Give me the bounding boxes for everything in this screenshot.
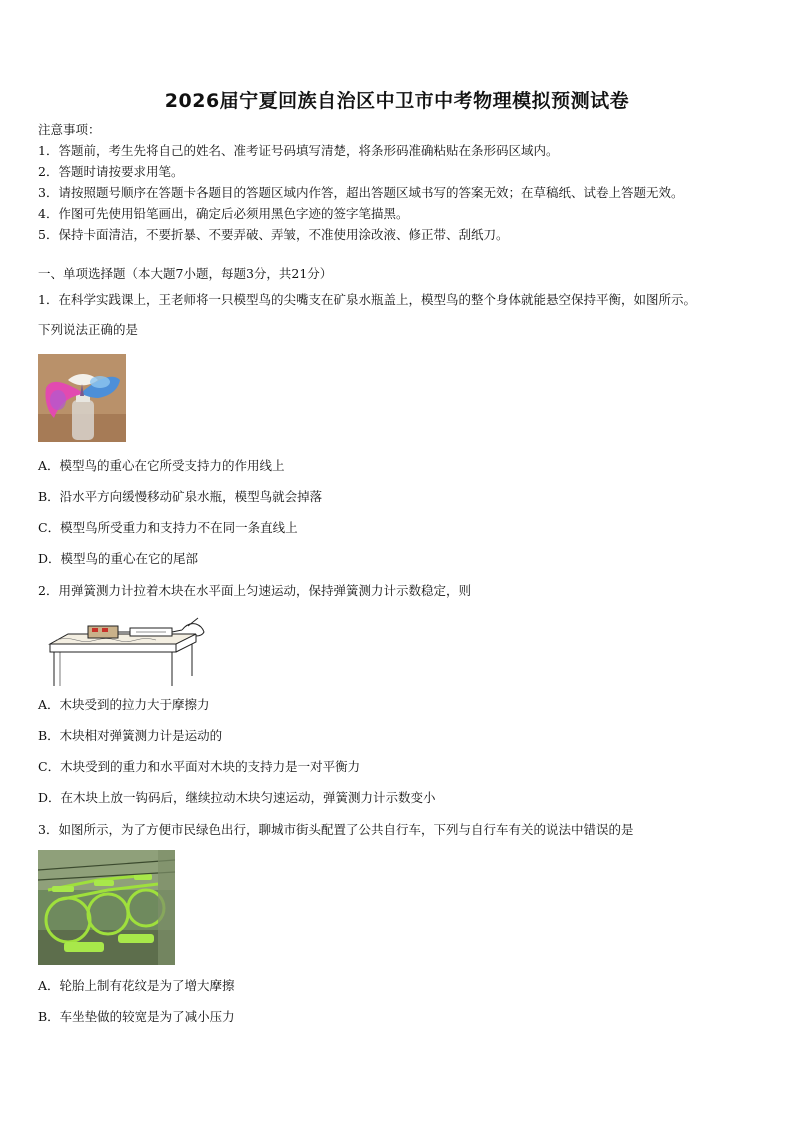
q2-option-a: A．木块受到的拉力大于摩擦力 [38, 697, 210, 712]
q3-option-b: B．车坐垫做的较宽是为了减小压力 [38, 1009, 235, 1024]
notice-item: 1．答题前，考生先将自己的姓名、准考证号码填写清楚，将条形码准确粘贴在条形码区域内。 [38, 143, 559, 158]
q2-option-c: C．木块受到的重力和水平面对木块的支持力是一对平衡力 [38, 759, 361, 774]
q2-option-b: B．木块相对弹簧测力计是运动的 [38, 728, 223, 743]
section-heading: 一、单项选择题（本大题7小题，每题3分，共21分） [38, 266, 333, 281]
question-3-stem: 3．如图所示，为了方便市民绿色出行，聊城市街头配置了公共自行车，下列与自行车有关的说法中错误的是 [38, 822, 634, 837]
q1-option-d: D．模型鸟的重心在它的尾部 [38, 551, 199, 566]
notice-item: 4．作图可先使用铅笔画出，确定后必须用黑色字迹的签字笔描黑。 [38, 206, 409, 221]
notice-item: 5．保持卡面清洁，不要折暴、不要弄破、弄皱，不准使用涂改液、修正带、刮纸刀。 [38, 227, 509, 242]
question-1-stem-cont: 下列说法正确的是 [38, 322, 139, 337]
spring-scale-diagram [46, 616, 212, 688]
page-title: 2026届宁夏回族自治区中卫市中考物理模拟预测试卷 [164, 90, 630, 112]
model-bird-photo [38, 354, 126, 442]
notice-item: 3．请按照题号顺序在答题卡各题目的答题区域内作答，超出答题区域书写的答案无效；在草稿纸、试卷上答题无效。 [38, 185, 684, 200]
q1-option-c: C．模型鸟所受重力和支持力不在同一条直线上 [38, 520, 298, 535]
q3-option-a: A．轮胎上制有花纹是为了增大摩擦 [38, 978, 235, 993]
public-bicycles-photo [38, 850, 175, 965]
q2-option-d: D．在木块上放一钩码后，继续拉动木块匀速运动，弹簧测力计示数变小 [38, 790, 436, 805]
question-1-stem: 1．在科学实践课上，王老师将一只模型鸟的尖嘴支在矿泉水瓶盖上，模型鸟的整个身体就能悬空保持平衡，如图所示。 [38, 292, 696, 307]
notice-heading: 注意事项： [38, 122, 101, 137]
notice-item: 2．答题时请按要求用笔。 [38, 164, 184, 179]
q1-option-a: A．模型鸟的重心在它所受支持力的作用线上 [38, 458, 285, 473]
question-2-stem: 2．用弹簧测力计拉着木块在水平面上匀速运动，保持弹簧测力计示数稳定，则 [38, 583, 471, 598]
q1-option-b: B．沿水平方向缓慢移动矿泉水瓶，模型鸟就会掉落 [38, 489, 323, 504]
